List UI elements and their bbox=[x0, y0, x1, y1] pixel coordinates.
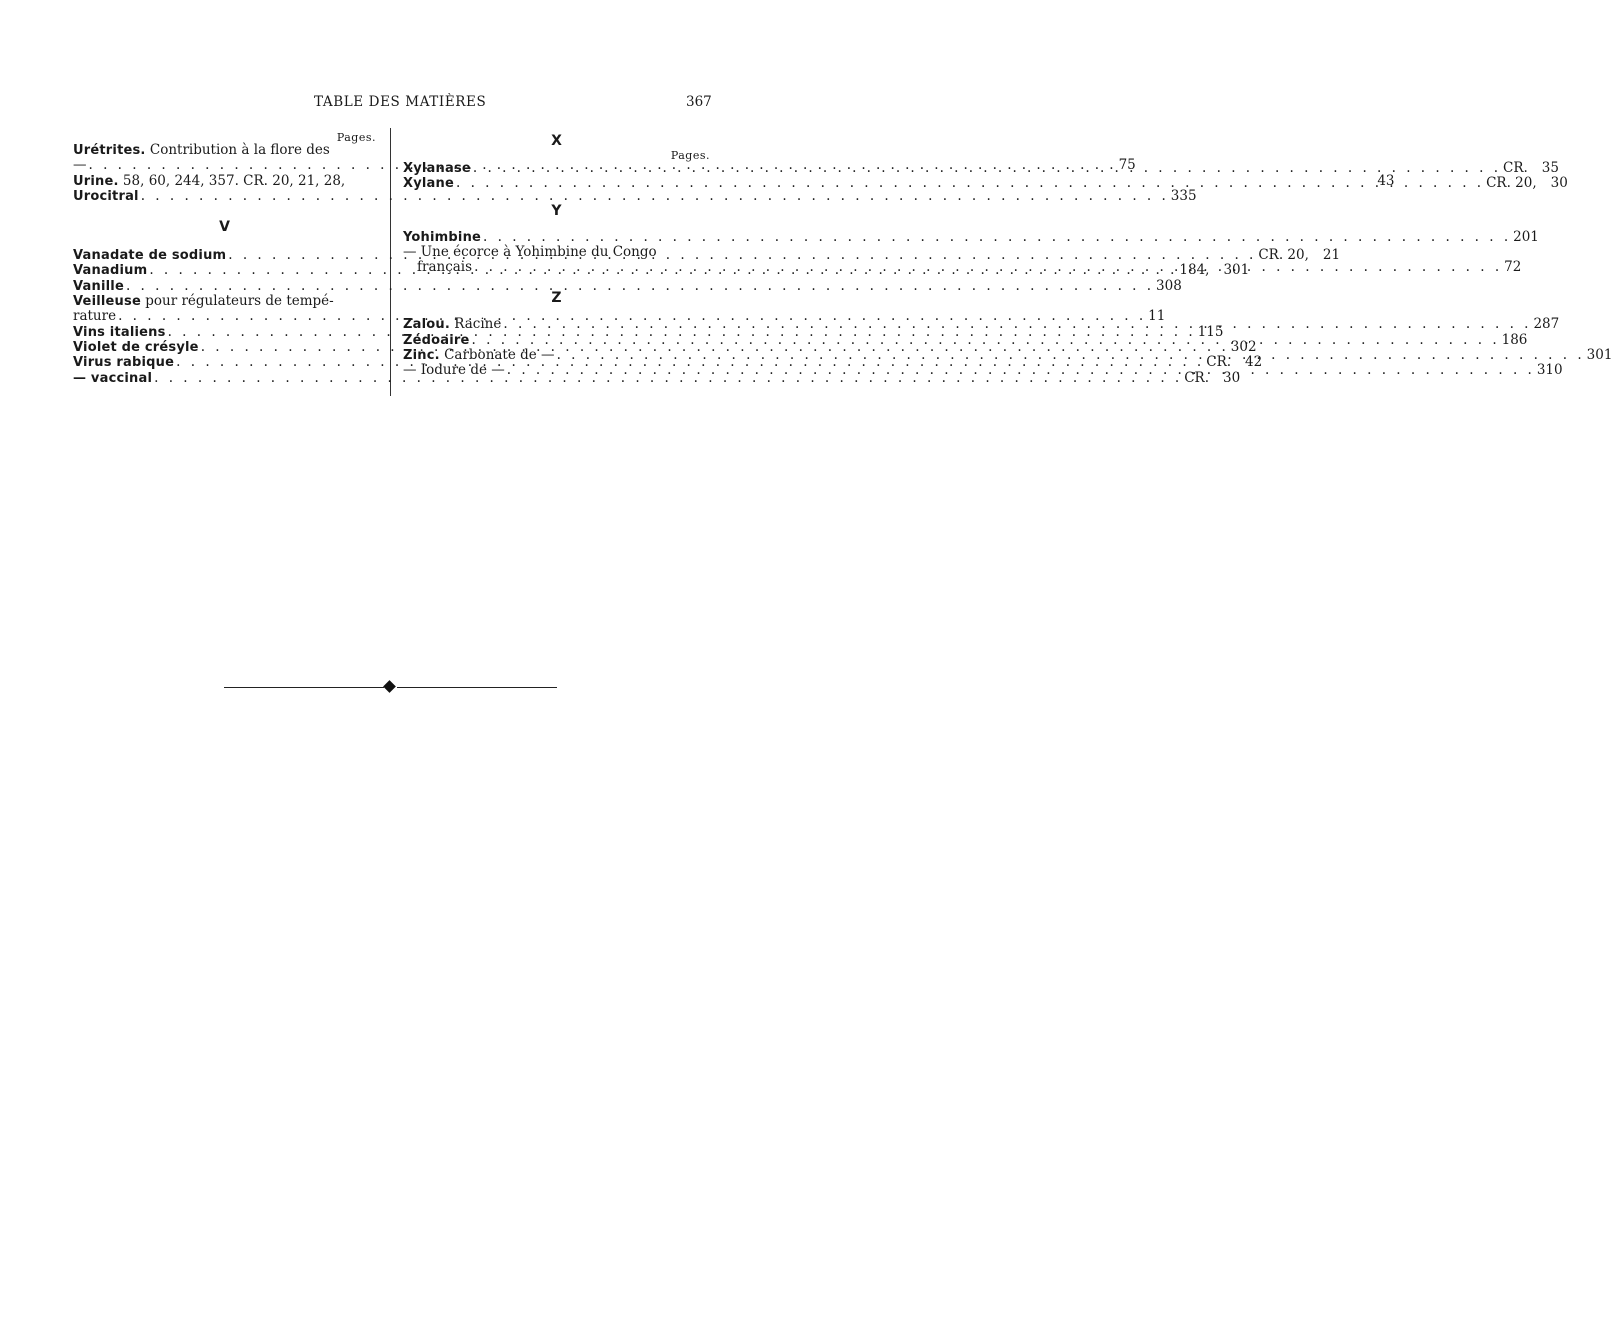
index-entry-vanadate: Vanadate de sodium . . . CR. 20, 21 bbox=[73, 248, 376, 263]
page-ref: 30 bbox=[1223, 369, 1241, 386]
page-ref: 335 bbox=[1170, 187, 1197, 204]
index-entry-veilleuse-cont: rature . . . 11 bbox=[73, 309, 376, 324]
section-letter-z: Z bbox=[551, 290, 562, 307]
index-entry-zalou: Zalou. Racine . . . 287 bbox=[403, 317, 710, 332]
index-entry-yohimbine: Yohimbine . . . 201 bbox=[403, 230, 710, 245]
page-ref: 201 bbox=[1513, 228, 1539, 245]
index-entry-vanille: Vanille . . . 308 bbox=[73, 279, 376, 294]
page-ref: 308 bbox=[1156, 277, 1182, 294]
page-ref: 186 bbox=[1501, 331, 1528, 348]
page-number: 367 bbox=[686, 94, 712, 110]
page-ref: 11 bbox=[1148, 308, 1166, 325]
page-ref: 21 bbox=[1322, 247, 1341, 264]
page-title: TABLE DES MATIÈRES bbox=[314, 94, 487, 110]
section-letter-y: Y bbox=[551, 202, 562, 219]
pages-label: Pages. bbox=[336, 131, 376, 144]
page-ref: 75 bbox=[1118, 157, 1136, 174]
index-entry-veilleuse: Veilleuse pour régulateurs de tempé- bbox=[73, 293, 334, 310]
index-entry-zedoaire: Zédoaire . . . 186 bbox=[403, 333, 710, 348]
index-entry-urine: Urine. 58, 60, 244, 357. CR. 20, 21, 28, 43 bbox=[73, 172, 1395, 189]
ornament-rule-right bbox=[397, 687, 557, 688]
diamond-icon bbox=[383, 680, 396, 693]
page-ref: 301 bbox=[1586, 347, 1612, 364]
page-ref: 115 bbox=[1197, 323, 1224, 340]
index-entry-violet: Violet de crésyle . . . 302 bbox=[73, 340, 376, 355]
index-entry-vanadium: Vanadium . . . 184, 301 bbox=[73, 263, 376, 278]
index-entry-uretrites: Urétrites. Contribution à la flore des bbox=[73, 142, 330, 158]
index-entry-virus: Virus rabique . . . CR. 42 bbox=[73, 355, 376, 370]
page-ref: 310 bbox=[1536, 362, 1563, 379]
page-ref: 43 bbox=[1377, 172, 1395, 189]
page-ref: 302 bbox=[1230, 338, 1257, 355]
end-ornament bbox=[224, 680, 557, 694]
page-ref: 287 bbox=[1533, 316, 1560, 333]
section-letter-v: V bbox=[219, 219, 230, 236]
running-header bbox=[0, 94, 800, 114]
page-ref: 72 bbox=[1504, 259, 1522, 276]
pages-label: Pages. bbox=[670, 149, 710, 162]
index-entry-zinc: Zinc. Carbonate de — . . . 301 bbox=[403, 348, 710, 363]
ornament-rule-left bbox=[224, 687, 384, 688]
index-entry-uretrites-cont: — . . . 75 bbox=[73, 158, 376, 173]
index-entry-vaccinal: — vaccinal . . . CR. 30 bbox=[73, 371, 376, 386]
index-entry-xylanase: Xylanase . . . CR. 35 bbox=[403, 161, 710, 176]
index-entry-ecorce-cont: français . . . 72 bbox=[403, 260, 710, 275]
section-letter-x: X bbox=[551, 133, 562, 149]
page-ref: 301 bbox=[1223, 262, 1250, 279]
page-ref: 30 bbox=[1550, 175, 1568, 192]
index-entry-xylane: Xylane . . . CR. 20, 30 bbox=[403, 176, 710, 191]
index-entry-iodure: — Iodure de — . . . 310 bbox=[403, 363, 710, 378]
index-entry-ecorce: — Une écorce à Yohimbine du Congo bbox=[403, 243, 657, 260]
index-entry-vins: Vins italiens . . . 115 bbox=[73, 325, 376, 340]
page-ref: 42 bbox=[1245, 354, 1263, 371]
index-entry-urocitral: Urocitral . . . 335 bbox=[73, 189, 376, 204]
page-ref: 35 bbox=[1541, 160, 1559, 176]
